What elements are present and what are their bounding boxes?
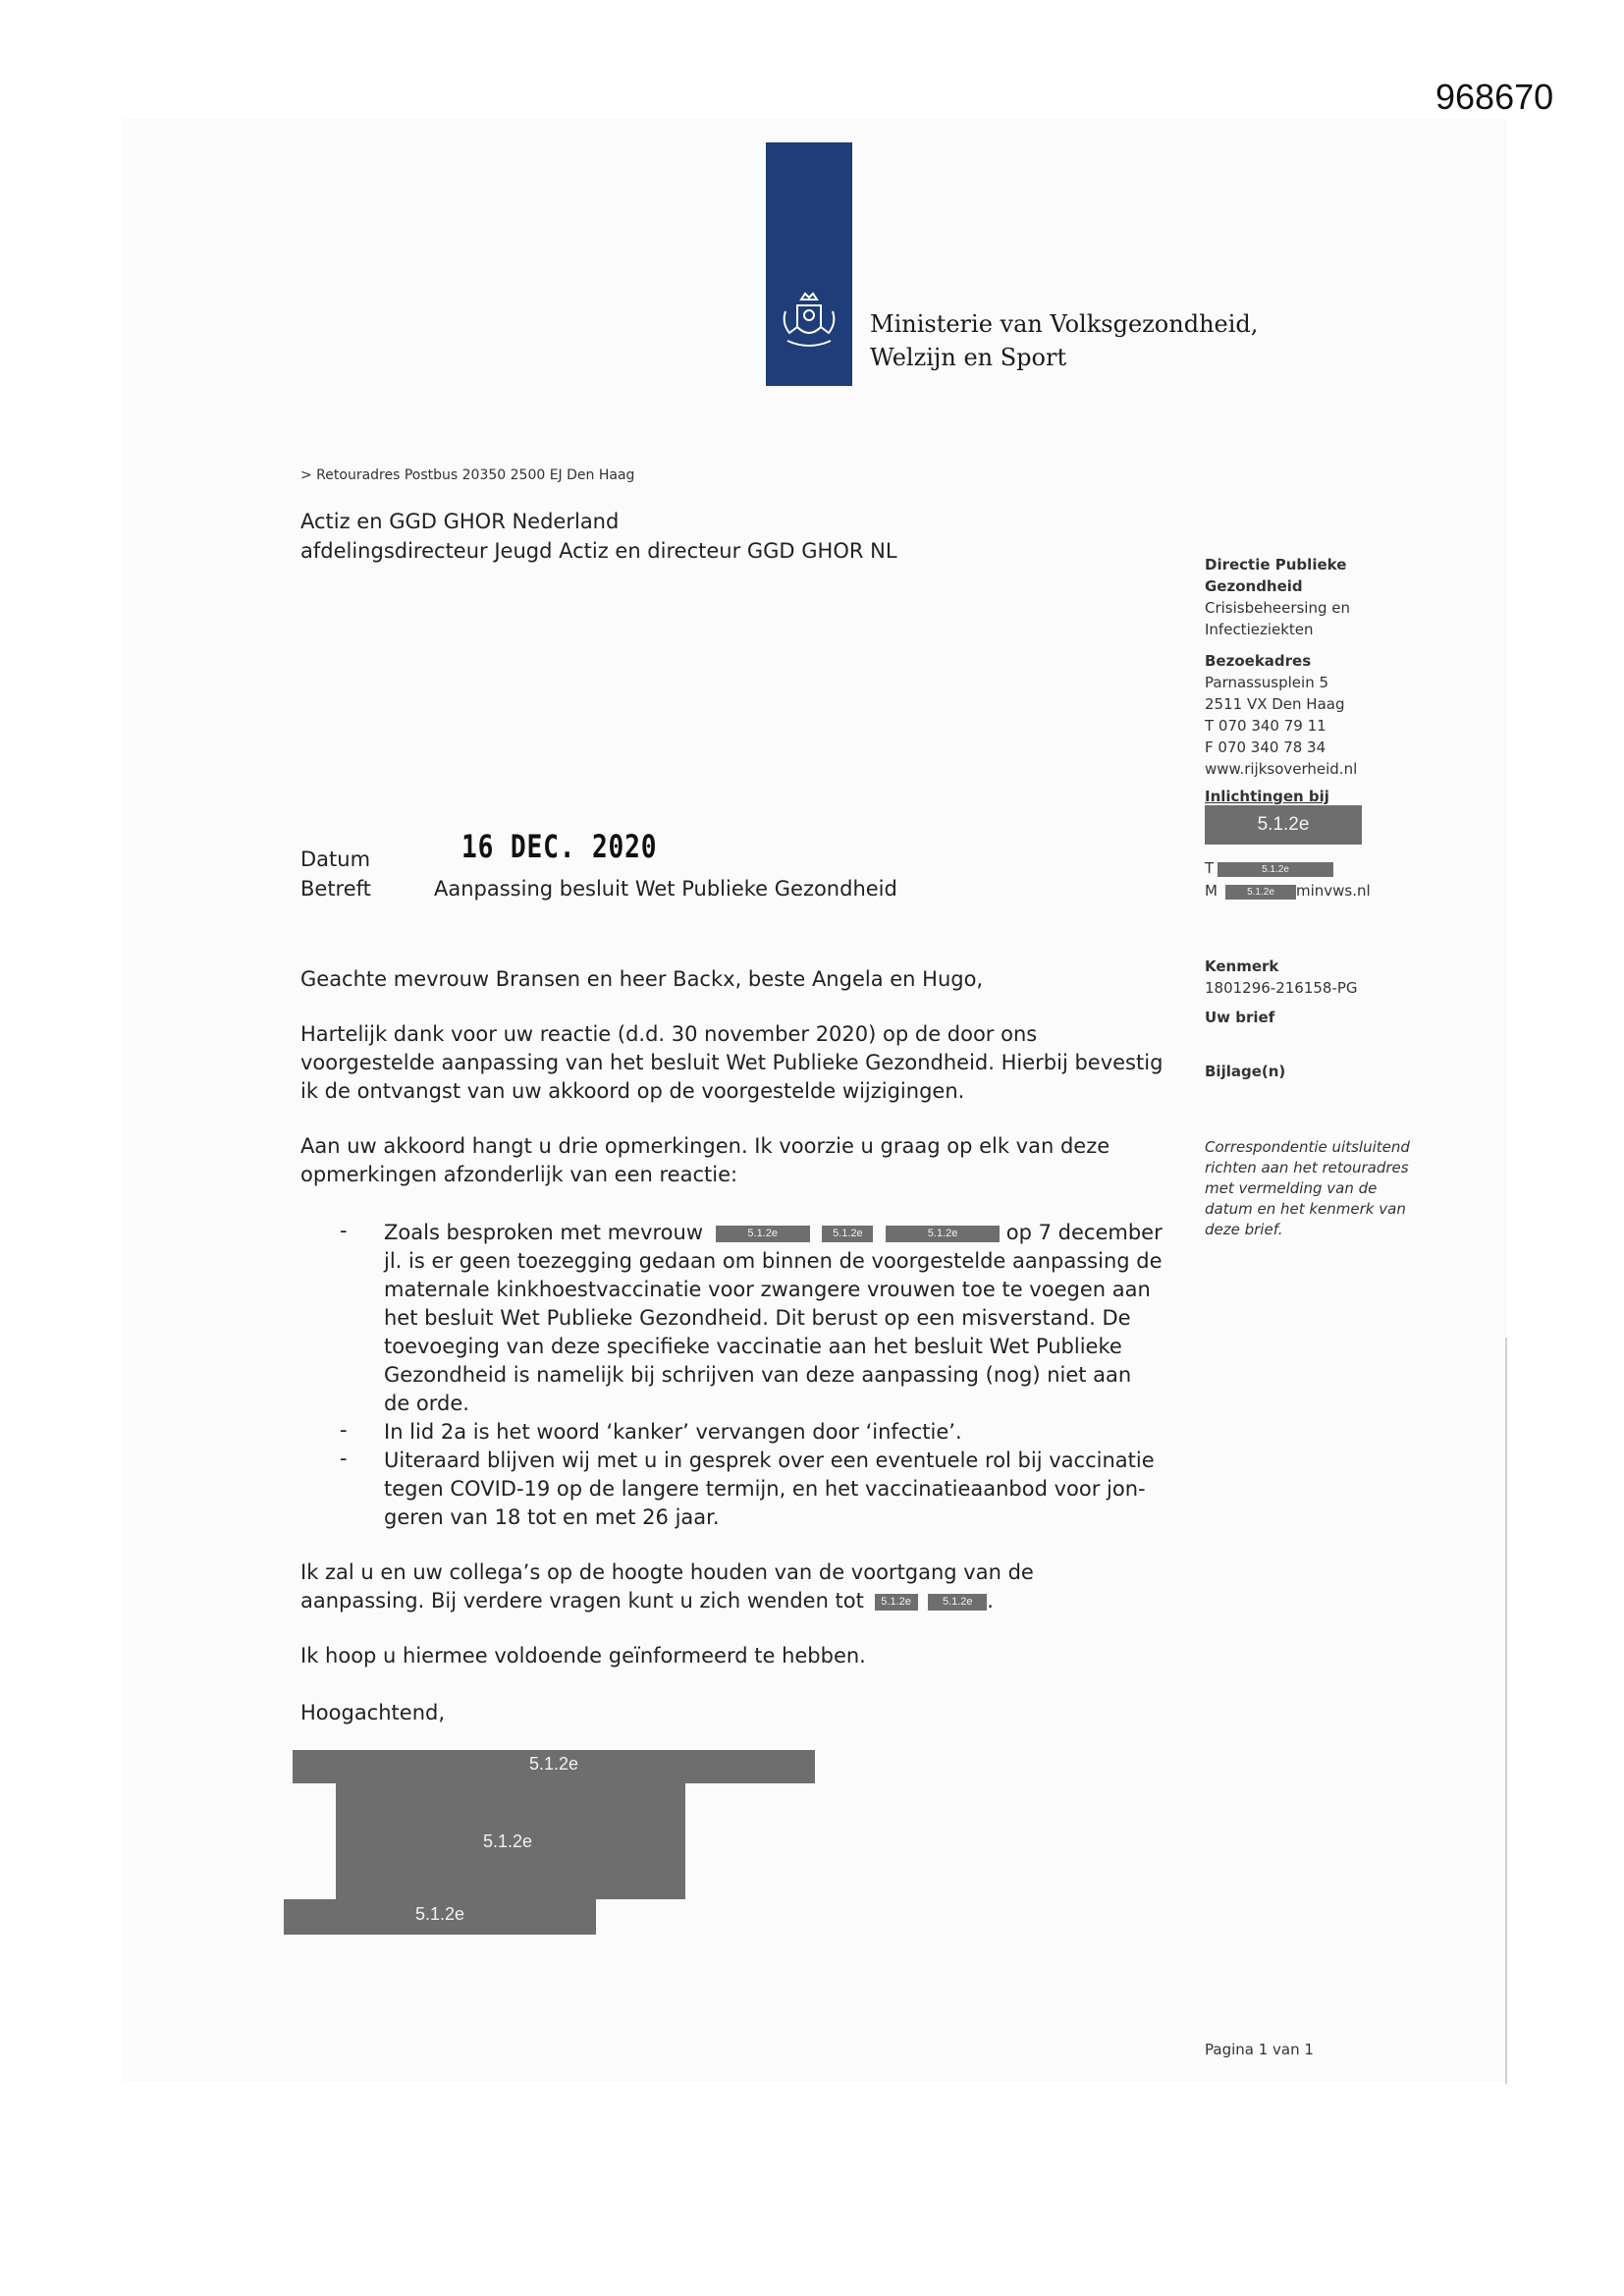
redacted-name-2: 5.1.2e (822, 1226, 873, 1242)
redacted-contact-2: 5.1.2e (928, 1594, 987, 1611)
bullet-3-line3: geren van 18 tot en met 26 jaar. (384, 1505, 720, 1529)
p1-line3: ik de ontvangst van uw akkoord op de voorgestelde wijzigingen. (300, 1079, 965, 1103)
department-sub1: Crisisbeheersing en (1205, 599, 1351, 617)
visit-website: www.rijksoverheid.nl (1205, 760, 1358, 778)
mail-suffix: minvws.nl (1296, 882, 1371, 900)
bullet-3-line2: tegen COVID-19 op de langere termijn, en het vaccinatieaanbod voor jon- (384, 1477, 1146, 1501)
corr-line3: met vermelding van de (1205, 1179, 1378, 1197)
bullet-1 (384, 1219, 1163, 1418)
addressee-line2: afdelingsdirecteur Jeugd Actiz en directeur GGD GHOR NL (300, 539, 897, 563)
bullet-1-line3: maternale kinkhoestvaccinatie voor zwangere vrouwen toe te voegen aan (384, 1278, 1151, 1301)
redacted-email: 5.1.2e (1225, 885, 1296, 900)
paragraph-2 (300, 1132, 1110, 1189)
sidebar-bijlage (1205, 1061, 1285, 1082)
betreft-label: Betreft (300, 877, 371, 901)
sidebar-reference (1205, 956, 1358, 999)
redacted-phone: 5.1.2e (1218, 862, 1333, 877)
paragraph-3 (300, 1558, 1034, 1615)
salutation: Geachte mevrouw Bransen en heer Backx, beste Angela en Hugo, (300, 967, 984, 991)
bullet-2 (384, 1418, 962, 1447)
redacted-name-3: 5.1.2e (886, 1226, 1000, 1242)
scan-edge-line (1505, 1338, 1507, 2084)
bullet-2-line1: In lid 2a is het woord ‘kanker’ vervangen door ‘infectie’. (384, 1420, 962, 1444)
page-number: Pagina 1 van 1 (1205, 2041, 1314, 2058)
phone-prefix: T (1205, 859, 1215, 877)
p1-line1: Hartelijk dank voor uw reactie (d.d. 30 november 2020) op de door ons (300, 1022, 1038, 1046)
bullet-dash-3: - (340, 1447, 348, 1470)
ministry-name (870, 307, 1258, 374)
corr-line4: datum en het kenmerk van (1205, 1200, 1406, 1218)
addressee-line1: Actiz en GGD GHOR Nederland (300, 510, 620, 533)
redacted-contact-1: 5.1.2e (875, 1594, 918, 1611)
p2-line2: opmerkingen afzonderlijk van een reactie: (300, 1163, 738, 1186)
info-label: Inlichtingen bij (1205, 788, 1329, 805)
sidebar-uw-brief (1205, 1007, 1274, 1028)
bullet-3-line1: Uiteraard blijven wij met u in gesprek over een eventuele rol bij vaccinatie (384, 1449, 1155, 1472)
date-stamp: 16 DEC. 2020 (461, 828, 658, 865)
sidebar-department (1205, 554, 1350, 640)
department-sub2: Infectieziekten (1205, 621, 1314, 638)
corr-line5: deze brief. (1205, 1221, 1283, 1238)
closing: Hoogachtend, (300, 1701, 446, 1724)
redacted-signature-1: 5.1.2e (293, 1750, 815, 1783)
sidebar-mail-row (1205, 880, 1218, 902)
p3-line2-end: . (987, 1589, 994, 1613)
bullet-1-line6: Gezondheid is namelijk bij schrijven van deze aanpassing (nog) niet aan (384, 1363, 1132, 1387)
subject: Aanpassing besluit Wet Publieke Gezondheid (434, 877, 897, 901)
bullet-dash-1: - (340, 1219, 348, 1242)
addressee-block (300, 507, 897, 566)
bullet-1-line2: jl. is er geen toezegging gedaan om binnen de voorgestelde aanpassing de (384, 1249, 1163, 1273)
redacted-signature-3: 5.1.2e (284, 1899, 596, 1935)
bullet-1-line4: het besluit Wet Publieke Gezondheid. Dit berust op een misverstand. De (384, 1306, 1131, 1330)
p1-line2: voorgestelde aanpassing van het besluit Wet Publieke Gezondheid. Hierbij bevestig (300, 1051, 1164, 1074)
visit-address-line1: Parnassusplein 5 (1205, 674, 1329, 691)
redacted-name-1: 5.1.2e (716, 1226, 810, 1242)
paragraph-1 (300, 1020, 1163, 1106)
visit-phone: T 070 340 79 11 (1205, 717, 1326, 735)
department-title1: Directie Publieke (1205, 556, 1347, 574)
b1-pre: Zoals besproken met mevrouw (384, 1221, 704, 1244)
sidebar-visit-address (1205, 650, 1357, 780)
royal-crest-icon (778, 290, 840, 355)
sidebar-phone-row (1205, 857, 1214, 879)
bullet-3 (384, 1447, 1155, 1532)
visit-fax: F 070 340 78 34 (1205, 738, 1326, 756)
p3-line1: Ik zal u en uw collega’s op de hoogte houden van de voortgang van de (300, 1560, 1034, 1584)
correspondence-note (1205, 1137, 1410, 1240)
document-number: 968670 (1435, 77, 1554, 117)
department-title2: Gezondheid (1205, 577, 1303, 595)
ministry-name-line1: Ministerie van Volksgezondheid, (870, 310, 1259, 338)
datum-label: Datum (300, 847, 371, 871)
corr-line2: richten aan het retouradres (1205, 1159, 1409, 1176)
redacted-signature-2: 5.1.2e (336, 1783, 685, 1899)
p2-line1: Aan uw akkoord hangt u drie opmerkingen. Ik voorzie u graag op elk van deze (300, 1134, 1110, 1158)
bullet-dash-2: - (340, 1418, 348, 1442)
kenmerk-value: 1801296-216158-PG (1205, 979, 1358, 997)
sidebar-info (1205, 786, 1329, 807)
kenmerk-label: Kenmerk (1205, 957, 1279, 975)
visit-address-label: Bezoekadres (1205, 652, 1312, 670)
b1-post: op 7 december (1005, 1221, 1163, 1244)
ministry-logo-bar (766, 142, 852, 386)
mail-prefix: M (1205, 882, 1218, 900)
bijlage-label: Bijlage(n) (1205, 1063, 1286, 1080)
uw-brief-label: Uw brief (1205, 1009, 1275, 1026)
bullet-1-line1 (384, 1219, 1163, 1247)
redacted-contact-name: 5.1.2e (1205, 805, 1362, 845)
ministry-name-line2: Welzijn en Sport (870, 344, 1067, 371)
paragraph-4: Ik hoop u hiermee voldoende geïnformeerd te hebben. (300, 1644, 866, 1667)
bullet-1-line7: de orde. (384, 1392, 469, 1415)
p3-line2-text: aanpassing. Bij verdere vragen kunt u zich wenden tot (300, 1589, 864, 1613)
bullet-1-line5: toevoeging van deze specifieke vaccinatie aan het besluit Wet Publieke (384, 1335, 1122, 1358)
visit-address-line2: 2511 VX Den Haag (1205, 695, 1345, 713)
return-address: > Retouradres Postbus 20350 2500 EJ Den Haag (300, 467, 635, 483)
p3-line2 (300, 1587, 1034, 1615)
corr-line1: Correspondentie uitsluitend (1205, 1138, 1410, 1156)
